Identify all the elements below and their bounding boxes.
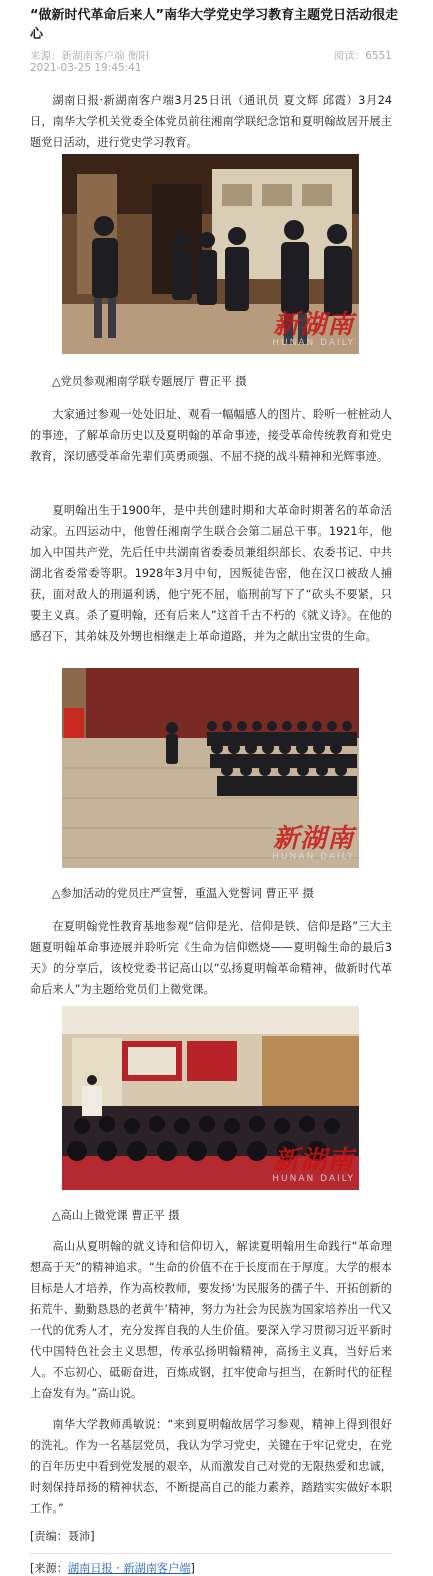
view-count: 阅读：6551 bbox=[333, 50, 392, 62]
article-source: 来源：新湖南客户端 衡阳 bbox=[30, 50, 149, 62]
photo-oath-ceremony bbox=[62, 668, 359, 868]
watermark-cn: 新湖南 bbox=[273, 1146, 355, 1176]
paragraph-6: 南华大学教师禹敏说：“来到夏明翰故居学习参观，精神上得到很好的洗礼。作为一名基层党员，我认为学习党史，关键在于牢记党史，在党的百年历史中看到党发展的艰辛，从而激发自己对党的无限热爱和忠诚，时刻保持昂扬的精神状态，不断提高自己的能力素养，踏踏实实做好本职工作。” bbox=[30, 1418, 392, 1515]
photo-micro-lecture bbox=[62, 1006, 359, 1190]
paragraph-3: 夏明翰出生于1900年，是中共创建时期和大革命时期著名的革命活动家。五四运动中，他曾任湘南学生联合会第二届总干事。1921年，他加入中国共产党，先后任中共湖南省委委员兼组织部长、农委书记、中共湖北省委常委等职。1928年3月中旬，因叛徒告密，他在汉口被敌人捕获，面对敌人的刑逼利诱，他宁死不屈，临刑前写下了“砍头不要紧，只要主义真。杀了夏明翰，还有后来人”这首千古不朽的《就义诗》。在他的感召下，其弟妹及外甥也相继走上革命道路，并为之献出宝贵的生命。 bbox=[30, 504, 392, 643]
paragraph-intro: 湖南日报·新湖南客户端3月25日讯（通讯员 夏文辉 邱霞）3月24日，南华大学机关党委全体党员前往湘南学联纪念馆和夏明翰故居开展主题党日活动，进行党史学习教育。 bbox=[30, 94, 392, 149]
divider bbox=[30, 1553, 392, 1554]
watermark-en: HUNAN DAILY bbox=[272, 852, 355, 862]
caption-photo-3: △高山上微党课 曹正平 摄 bbox=[52, 1209, 180, 1222]
watermark-cn: 新湖南 bbox=[273, 824, 355, 854]
source-link[interactable]: 湖南日报 · 新湖南客户端 bbox=[67, 1562, 191, 1575]
article-date: 2021-03-25 19:45:41 bbox=[30, 62, 142, 74]
watermark bbox=[272, 1148, 355, 1184]
paragraph-5: 高山从夏明翰的就义诗和信仰切入，解读夏明翰用生命践行“革命理想高于天”的精神追求。“生命的价值不在于长度而在于厚度。大学的根本目标是人才培养，作为高校教师，要发扬‘为民服务的孺子牛、开拓创新的拓荒牛、勤勤恳恳的老黄牛’精神，努力为社会为民族为国家培养出一代又一代的优秀人才，充分发挥自我的人生价值。要深入学习贯彻习近平新时代中国特色社会主义思想，传承弘扬明翰精神，高扬主义真，当好后来人。不忘初心、砥砺奋进，百炼成钢，扛牢使命与担当，在新时代的征程上奋发有为。”高山说。 bbox=[30, 1240, 392, 1400]
watermark bbox=[272, 826, 355, 862]
watermark bbox=[272, 312, 355, 348]
watermark-en: HUNAN DAILY bbox=[272, 338, 355, 348]
article-title: “做新时代革命后来人”南华大学党史学习教育主题党日活动很走心 bbox=[30, 8, 399, 42]
photo-exhibition-hall bbox=[62, 154, 359, 354]
source-label: [来源： bbox=[30, 1562, 68, 1575]
caption-photo-1: △党员参观湘南学联专题展厅 曹正平 摄 bbox=[52, 375, 247, 388]
editor-credit: [责编：聂沛] bbox=[30, 1530, 95, 1543]
article-meta bbox=[30, 50, 392, 74]
watermark-en: HUNAN DAILY bbox=[272, 1174, 355, 1184]
caption-photo-2: △参加活动的党员庄严宣誓，重温入党誓词 曹正平 摄 bbox=[52, 887, 314, 900]
source-close: ] bbox=[190, 1562, 195, 1575]
watermark-cn: 新湖南 bbox=[273, 310, 355, 340]
paragraph-4: 在夏明翰党性教育基地参观“信仰是光、信仰是铁、信仰是路”三大主题夏明翰革命事迹展并聆听完《生命为信仰燃烧——夏明翰生命的最后3天》的分享后，该校党委书记高山以“弘扬夏明翰革命精神，做新时代革命后来人”为主题给党员们上微党课。 bbox=[30, 920, 392, 996]
paragraph-2: 大家通过参观一处处旧址、观看一幅幅感人的图片、聆听一桩桩动人的事迹，了解革命历史以及夏明翰的革命事迹，接受革命传统教育和党史教育，深切感受革命先辈们英勇顽强、不屈不挠的战斗精神和光辉事迹。 bbox=[30, 408, 392, 463]
source-credit bbox=[30, 1560, 195, 1576]
